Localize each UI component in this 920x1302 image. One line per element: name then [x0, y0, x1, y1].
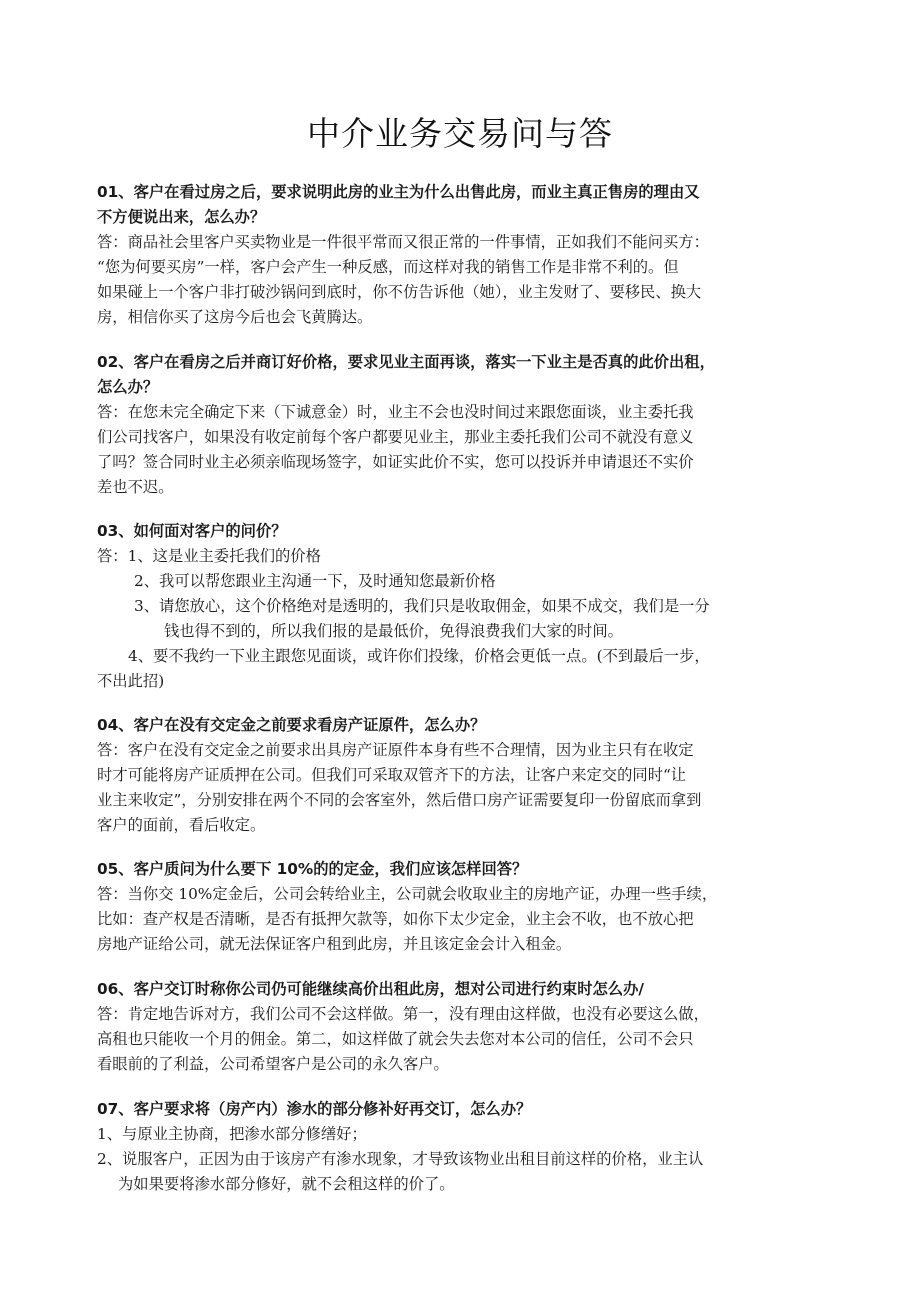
question-03: 03、如何面对客户的问价？ — [97, 522, 287, 540]
answer-02-line-4: 差也不迟。 — [97, 478, 174, 496]
answer-01-line-1: 答：商品社会里客户买卖物业是一件很平常而又很正常的一件事情，正如我们不能问买方： — [97, 233, 709, 251]
question-02-line-2: 怎么办？ — [97, 378, 159, 396]
answer-07-item-1: 1、与原业主协商，把渗水部分修缮好； — [97, 1125, 367, 1143]
answer-02-line-1: 答：在您未完全确定下来（下诚意金）时，业主不会也没时间过来跟您面谈，业主委托我 — [97, 403, 694, 421]
question-06: 06、客户交订时称你公司仍可能继续高价出租此房，想对公司进行约束时怎么办/ — [97, 980, 644, 998]
question-07: 07、客户要求将（房产内）渗水的部分修补好再交订，怎么办？ — [97, 1100, 532, 1118]
answer-04-line-1: 答：客户在没有交定金之前要求出具房产证原件本身有些不合理情，因为业主只有在收定 — [97, 741, 694, 759]
answer-03-item-3-cont: 钱也得不到的，所以我们报的是最低价，免得浪费我们大家的时间。 — [164, 622, 623, 640]
answer-07-item-2: 2、说服客户，正因为由于该房产有渗水现象，才导致该物业出租目前这样的价格，业主认 — [97, 1150, 704, 1168]
answer-03-item-1: 答：1、这是业主委托我们的价格 — [97, 547, 321, 565]
answer-06-line-2: 高租也只能收一个月的佣金。第二，如这样做了就会失去您对本公司的信任，公司不会只 — [97, 1030, 694, 1048]
answer-06-line-3: 看眼前的了利益，公司希望客户是公司的永久客户。 — [97, 1055, 449, 1073]
question-04: 04、客户在没有交定金之前要求看房产证原件，怎么办？ — [97, 716, 486, 734]
answer-04-line-4: 客户的面前，看后收定。 — [97, 816, 266, 834]
question-05: 05、客户质问为什么要下 10%的的定金，我们应该怎样回答？ — [97, 860, 528, 878]
answer-03-item-4-cont: 不出此招) — [97, 672, 165, 690]
document-title: 中介业务交易问与答 — [307, 114, 613, 153]
answer-02-line-3: 了吗？签合同时业主必须亲临现场签字，如证实此价不实，您可以投诉并申请退还不实价 — [97, 453, 694, 471]
answer-01-line-4: 房，相信你买了这房今后也会飞黄腾达。 — [97, 308, 373, 326]
answer-03-item-3: 3、请您放心，这个价格绝对是透明的，我们只是收取佣金，如果不成交，我们是一分 — [134, 597, 710, 615]
answer-04-line-3: 业主来收定”，分别安排在两个不同的会客室外，然后借口房产证需要复印一份留底而拿到 — [97, 791, 702, 809]
answer-07-item-2-cont: 为如果要将渗水部分修好，就不会租这样的价了。 — [118, 1175, 455, 1193]
answer-03-item-4: 4、要不我约一下业主跟您见面谈，或许你们投缘，价格会更低一点。(不到最后一步， — [128, 647, 710, 665]
question-01-line-1: 01、客户在看过房之后，要求说明此房的业主为什么出售此房，而业主真正售房的理由又 — [97, 183, 700, 201]
answer-02-line-2: 们公司找客户，如果没有收定前每个客户都要见业主，那业主委托我们公司不就没有意义 — [97, 428, 694, 446]
answer-05-line-1: 答：当你交 10%定金后，公司会转给业主，公司就会收取业主的房地产证，办理一些手续， — [97, 885, 718, 903]
question-01-line-2: 不方便说出来，怎么办？ — [97, 208, 266, 226]
answer-05-line-3: 房地产证给公司，就无法保证客户租到此房，并且该定金会计入租金。 — [97, 935, 572, 953]
answer-06-line-1: 答：肯定地告诉对方，我们公司不会这样做。第一，没有理由这样做，也没有必要这么做， — [97, 1005, 709, 1023]
answer-04-line-2: 时才可能将房产证质押在公司。但我们可采取双管齐下的方法，让客户来定交的同时“让 — [97, 766, 687, 784]
answer-01-line-3: 如果碰上一个客户非打破沙锅问到底时，你不仿告诉他（她），业主发财了、要移民、换大 — [97, 283, 702, 301]
answer-01-line-2: “您为何要买房”一样，客户会产生一种反感，而这样对我的销售工作是非常不利的。但 — [97, 258, 679, 276]
answer-03-item-2: 2、我可以帮您跟业主沟通一下，及时通知您最新价格 — [134, 572, 496, 590]
answer-05-line-2: 比如：查产权是否清晰，是否有抵押欠款等，如你下太少定金，业主会不收，也不放心把 — [97, 910, 694, 928]
question-02-line-1: 02、客户在看房之后并商订好价格，要求见业主面再谈，落实一下业主是否真的此价出租， — [97, 353, 715, 371]
